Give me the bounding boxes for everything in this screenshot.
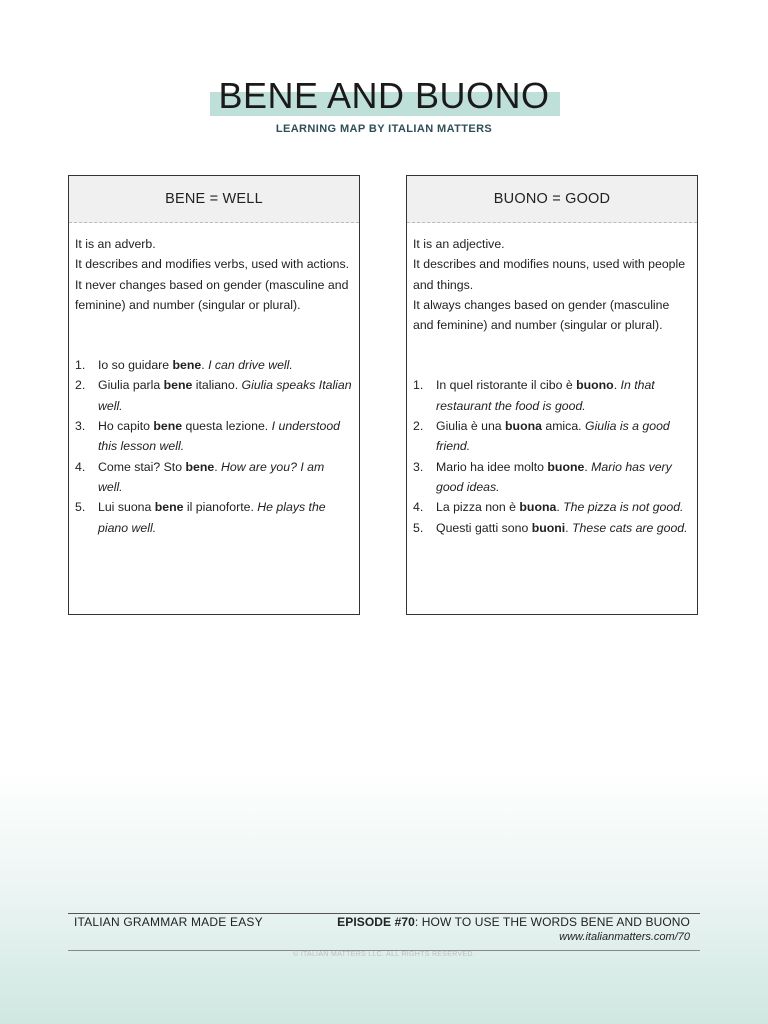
title-wrap <box>218 72 549 120</box>
card-bene-description <box>75 234 352 315</box>
description-line: It describes and modifies nouns, used with people and things. <box>413 257 686 292</box>
example-keyword: bene <box>172 358 202 373</box>
list-item <box>75 355 352 375</box>
list-item <box>413 416 690 457</box>
example-translation: Mario has very good ideas. <box>436 459 672 494</box>
list-number: 5. <box>413 520 424 535</box>
example-text: . <box>214 459 222 474</box>
example-text: La pizza non è <box>436 500 520 515</box>
list-number: 3. <box>75 419 86 434</box>
example-text: . <box>556 500 564 515</box>
example-keyword: buona <box>505 419 542 434</box>
example-keyword: buone <box>547 459 585 474</box>
card-buono-body <box>407 223 697 538</box>
page-subtitle: LEARNING MAP BY ITALIAN MATTERS <box>275 123 493 135</box>
example-text: Io so guidare <box>98 358 173 373</box>
example-text: Ho capito <box>98 419 154 434</box>
example-translation: Giulia speaks Italian well. <box>98 378 352 413</box>
example-text: In quel ristorante il cibo è <box>436 378 577 393</box>
example-keyword: bene <box>153 419 183 434</box>
example-text: . <box>613 378 621 393</box>
list-number: 2. <box>413 419 424 434</box>
list-item <box>413 457 690 498</box>
list-item <box>413 518 690 538</box>
card-bene <box>68 175 360 615</box>
list-item <box>75 416 352 457</box>
description-line: It always changes based on gender (masculine and feminine) and number (singular or plural). <box>413 297 670 333</box>
example-keyword: bene <box>154 500 184 515</box>
header <box>0 72 768 135</box>
list-number: 5. <box>75 500 86 515</box>
example-translation: In that restaurant the food is good. <box>436 378 655 413</box>
example-translation: These cats are good. <box>572 520 688 535</box>
description-line: It never changes based on gender (masculine and feminine) and number (singular or plural). <box>75 277 349 312</box>
example-text: . <box>584 459 592 474</box>
list-item <box>413 497 690 517</box>
card-bene-heading: BENE = WELL <box>69 176 359 223</box>
description-line: It describes and modifies verbs, used with actions. <box>75 257 350 272</box>
list-item <box>75 457 352 498</box>
example-text: Mario ha idee molto <box>436 459 548 474</box>
card-buono-description <box>413 234 690 335</box>
description-line: It is an adverb. <box>75 237 156 251</box>
list-number: 2. <box>75 378 86 393</box>
example-translation: I understood this lesson well. <box>98 419 341 454</box>
example-translation: The pizza is not good. <box>563 500 684 515</box>
list-item <box>75 497 352 538</box>
footer <box>68 913 700 951</box>
copyright-notice: © ITALIAN MATTERS LLC. ALL RIGHTS RESERVED. <box>293 951 475 958</box>
example-keyword: buona <box>519 500 557 515</box>
example-keyword: buoni <box>531 520 566 535</box>
example-text: Giulia è una <box>436 419 506 434</box>
example-text: amica. <box>541 419 585 434</box>
example-translation: Giulia is a good friend. <box>436 419 670 454</box>
card-bene-examples <box>75 355 352 538</box>
footer-url-link[interactable]: www.italianmatters.com/70 <box>559 931 690 943</box>
example-text: Giulia parla <box>98 378 164 393</box>
example-keyword: bene <box>185 459 215 474</box>
footer-episode <box>337 915 690 929</box>
card-bene-body <box>69 223 359 538</box>
card-buono-heading: BUONO = GOOD <box>407 176 697 223</box>
example-translation: I can drive well. <box>208 358 293 373</box>
list-number: 4. <box>75 459 86 474</box>
footer-row <box>68 914 700 948</box>
card-buono-examples <box>413 375 690 537</box>
footer-episode-text: : HOW TO USE THE WORDS BENE AND BUONO <box>414 915 690 929</box>
example-text: questa lezione. <box>182 419 272 434</box>
example-text: . <box>201 358 209 373</box>
example-text: Come stai? Sto <box>98 459 186 474</box>
list-number: 1. <box>75 358 86 373</box>
example-translation: He plays the piano well. <box>98 500 326 535</box>
page-title: BENE AND BUONO <box>218 75 550 116</box>
footer-series-title: ITALIAN GRAMMAR MADE EASY <box>74 915 263 929</box>
list-number: 1. <box>413 378 424 393</box>
example-keyword: bene <box>163 378 193 393</box>
list-number: 4. <box>413 500 424 515</box>
example-text: Lui suona <box>98 500 155 515</box>
description-line: It is an adjective. <box>413 237 505 251</box>
list-number: 3. <box>413 459 424 474</box>
example-text: . <box>565 520 573 535</box>
example-keyword: buono <box>576 378 614 393</box>
example-text: il pianoforte. <box>183 500 258 515</box>
footer-episode-label: EPISODE #70 <box>337 915 415 929</box>
example-text: italiano. <box>192 378 242 393</box>
card-buono <box>406 175 698 615</box>
list-item <box>75 375 352 416</box>
example-text: Questi gatti sono <box>436 520 532 535</box>
example-translation: How are you? I am well. <box>98 459 325 494</box>
list-item <box>413 375 690 416</box>
